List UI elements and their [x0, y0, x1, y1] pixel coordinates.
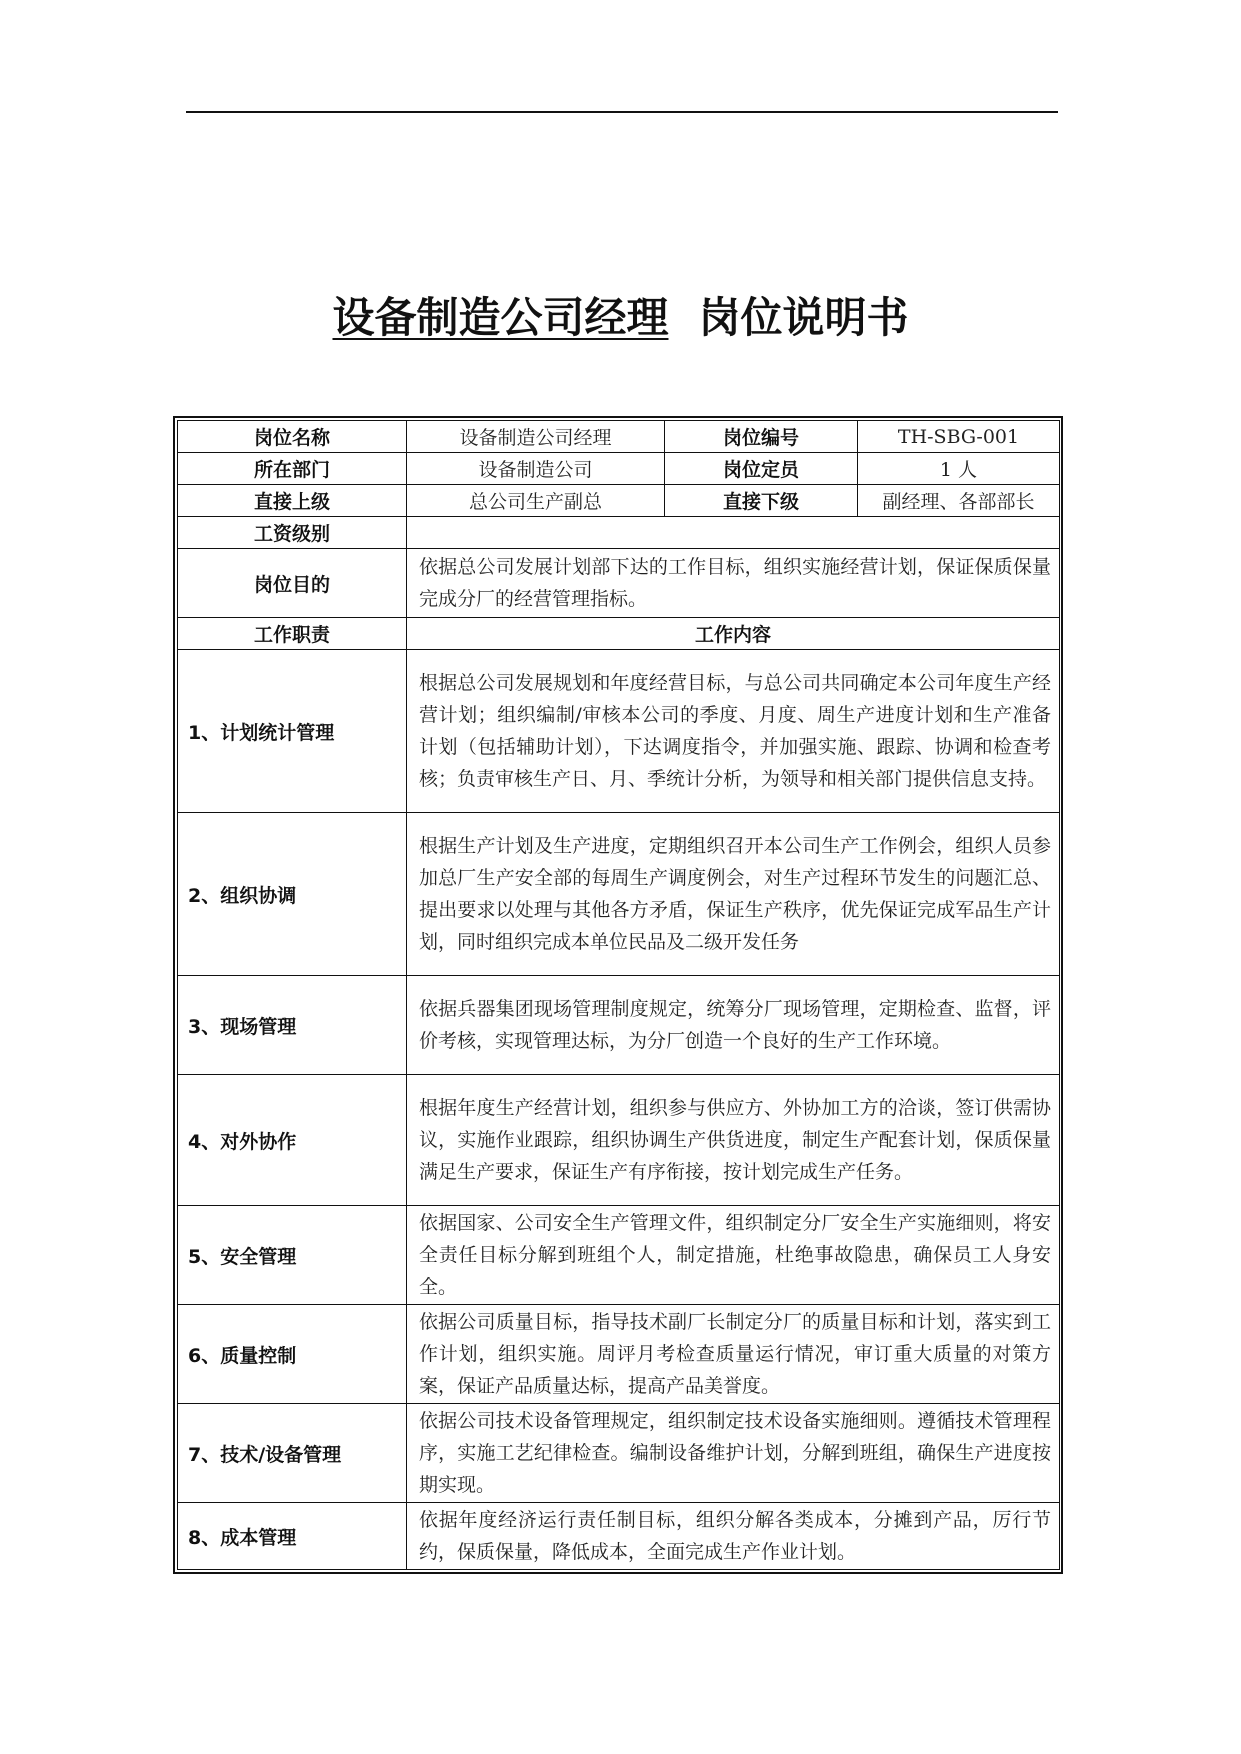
duty-content: 依据公司质量目标，指导技术副厂长制定分厂的质量目标和计划，落实到工作计划，组织实施。周评月考检查质量运行情况，审订重大质量的对策方案，保证产品质量达标，提高产品美誉度。 — [407, 1305, 1060, 1404]
page-title — [0, 290, 1241, 346]
headcount-value: 1 人 — [858, 453, 1060, 485]
title-suffix: 岗位说明书 — [698, 293, 909, 342]
purpose-text: 依据总公司发展计划部下达的工作目标，组织实施经营计划，保证保质保量完成分厂的经营管理指标。 — [407, 549, 1060, 618]
headcount-label: 岗位定员 — [665, 453, 858, 485]
duty-row — [178, 1075, 1060, 1206]
duty-row — [178, 976, 1060, 1075]
duty-name: 8、成本管理 — [178, 1503, 407, 1570]
duty-content: 依据公司技术设备管理规定，组织制定技术设备实施细则。遵循技术管理程序，实施工艺纪律检查。编制设备维护计划，分解到班组，确保生产进度按期实现。 — [407, 1404, 1060, 1503]
duty-content: 依据年度经济运行责任制目标，组织分解各类成本，分摊到产品，厉行节约，保质保量，降低成本，全面完成生产作业计划。 — [407, 1503, 1060, 1570]
duty-name: 2、组织协调 — [178, 813, 407, 976]
department-value: 设备制造公司 — [407, 453, 665, 485]
title-position: 设备制造公司经理 — [332, 293, 669, 342]
job-table — [177, 420, 1060, 1570]
duty-name: 6、质量控制 — [178, 1305, 407, 1404]
duty-row — [178, 1404, 1060, 1503]
duty-row — [178, 650, 1060, 813]
position-name-value: 设备制造公司经理 — [407, 421, 665, 453]
duties-header-content: 工作内容 — [407, 618, 1060, 650]
duty-name: 5、安全管理 — [178, 1206, 407, 1305]
subordinate-value: 副经理、各部部长 — [858, 485, 1060, 517]
duty-content: 依据兵器集团现场管理制度规定，统筹分厂现场管理，定期检查、监督，评价考核，实现管理达标，为分厂创造一个良好的生产工作环境。 — [407, 976, 1060, 1075]
superior-value: 总公司生产副总 — [407, 485, 665, 517]
row-position-name — [178, 421, 1060, 453]
row-superior — [178, 485, 1060, 517]
header-rule — [186, 111, 1058, 113]
salary-label: 工资级别 — [178, 517, 407, 549]
duty-row — [178, 1206, 1060, 1305]
salary-value — [407, 517, 1060, 549]
duty-content: 根据年度生产经营计划，组织参与供应方、外协加工方的洽谈，签订供需协议，实施作业跟踪，组织协调生产供货进度，制定生产配套计划，保质保量满足生产要求，保证生产有序衔接，按计划完成生产任务。 — [407, 1075, 1060, 1206]
duty-name: 1、计划统计管理 — [178, 650, 407, 813]
row-purpose — [178, 549, 1060, 618]
purpose-label: 岗位目的 — [178, 549, 407, 618]
superior-label: 直接上级 — [178, 485, 407, 517]
duty-row — [178, 1503, 1060, 1570]
duty-name: 3、现场管理 — [178, 976, 407, 1075]
subordinate-label: 直接下级 — [665, 485, 858, 517]
duty-content: 根据生产计划及生产进度，定期组织召开本公司生产工作例会，组织人员参加总厂生产安全部的每周生产调度例会，对生产过程环节发生的问题汇总、提出要求以处理与其他各方矛盾，保证生产秩序，优先保证完成军品生产计划，同时组织完成本单位民品及二级开发任务 — [407, 813, 1060, 976]
duty-content: 依据国家、公司安全生产管理文件，组织制定分厂安全生产实施细则，将安全责任目标分解到班组个人，制定措施，杜绝事故隐患，确保员工人身安全。 — [407, 1206, 1060, 1305]
duty-name: 4、对外协作 — [178, 1075, 407, 1206]
row-duties-header — [178, 618, 1060, 650]
department-label: 所在部门 — [178, 453, 407, 485]
position-name-label: 岗位名称 — [178, 421, 407, 453]
duty-row — [178, 813, 1060, 976]
duty-row — [178, 1305, 1060, 1404]
row-salary — [178, 517, 1060, 549]
duty-name: 7、技术/设备管理 — [178, 1404, 407, 1503]
job-description-table — [173, 416, 1063, 1574]
duty-content: 根据总公司发展规划和年度经营目标，与总公司共同确定本公司年度生产经营计划；组织编制/审核本公司的季度、月度、周生产进度计划和生产准备计划（包括辅助计划），下达调度指令，并加强实施、跟踪、协调和检查考核；负责审核生产日、月、季统计分析，为领导和相关部门提供信息支持。 — [407, 650, 1060, 813]
position-code-label: 岗位编号 — [665, 421, 858, 453]
position-code-value: TH-SBG-001 — [858, 421, 1060, 453]
row-department — [178, 453, 1060, 485]
duties-header-responsibility: 工作职责 — [178, 618, 407, 650]
